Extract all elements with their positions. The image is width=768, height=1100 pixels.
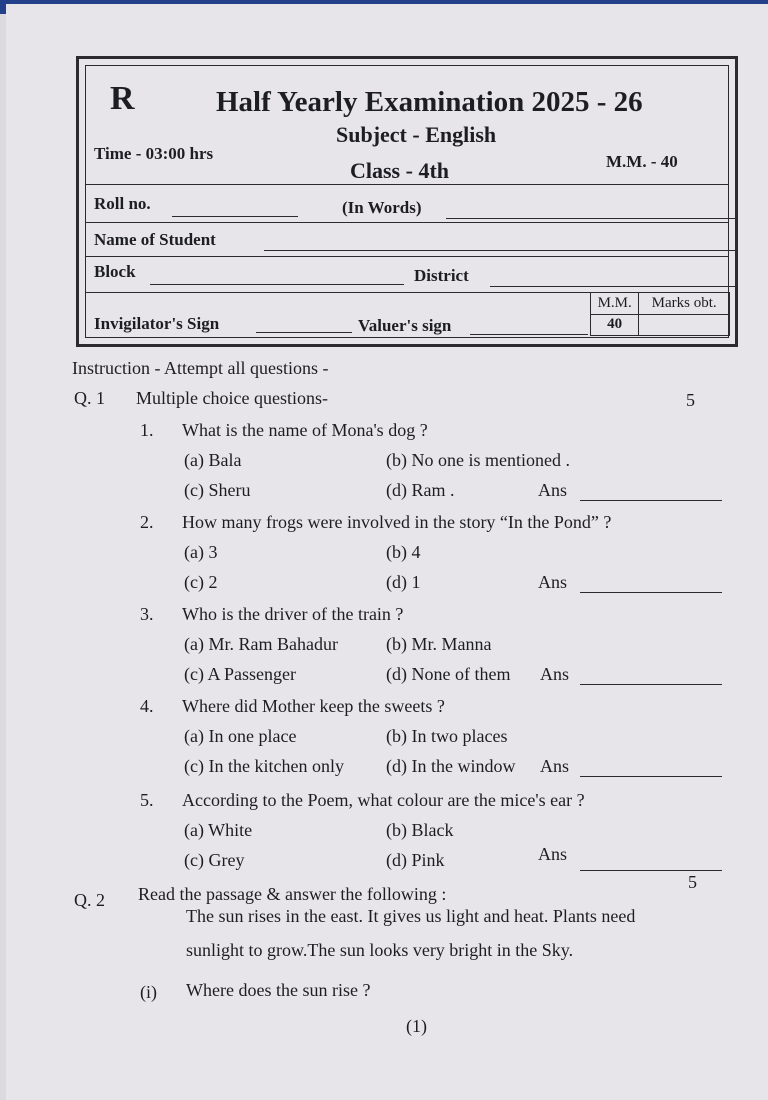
district-label: District: [414, 266, 469, 285]
header-box-inner: [85, 65, 729, 338]
answer-label: Ans: [538, 572, 568, 592]
question-number: 1.: [140, 420, 154, 440]
option-d: (d) None of them: [386, 664, 511, 684]
option-a: (a) Bala: [184, 450, 242, 470]
marks-table: [590, 292, 730, 336]
exam-title: Half Yearly Examination 2025 - 26: [216, 86, 643, 118]
option-b: (b) No one is mentioned .: [386, 450, 570, 470]
roll-no-label: Roll no.: [94, 194, 151, 213]
question-number: 4.: [140, 696, 154, 716]
option-c: (c) In the kitchen only: [184, 756, 344, 776]
question-text: How many frogs were involved in the story “In the Pond” ?: [182, 512, 612, 532]
answer-field[interactable]: [580, 500, 722, 501]
in-words-field[interactable]: [446, 218, 736, 219]
sub-question-text: Where does the sun rise ?: [186, 980, 371, 1000]
question-number: 2.: [140, 512, 154, 532]
student-name-label: Name of Student: [94, 230, 216, 249]
answer-field[interactable]: [580, 684, 722, 685]
option-a: (a) White: [184, 820, 253, 840]
max-marks-label: M.M. - 40: [606, 152, 678, 171]
valuer-sign-field[interactable]: [470, 334, 588, 335]
option-d: (d) Pink: [386, 850, 445, 870]
time-label: Time - 03:00 hrs: [94, 144, 214, 163]
q2-marks: 5: [688, 872, 697, 892]
district-field[interactable]: [490, 286, 736, 287]
valuer-sign-label: Valuer's sign: [358, 316, 452, 335]
option-d: (d) Ram .: [386, 480, 455, 500]
passage-line: sunlight to grow.The sun looks very bright in the Sky.: [186, 940, 574, 960]
marks-table-header-mm: M.M.: [591, 293, 639, 315]
invigilator-sign-field[interactable]: [256, 332, 352, 333]
option-b: (b) 4: [386, 542, 421, 562]
option-b: (b) Black: [386, 820, 454, 840]
option-d: (d) In the window: [386, 756, 516, 776]
divider: [86, 256, 728, 257]
q2-title: Read the passage & answer the following :: [138, 884, 447, 904]
subject-label: Subject - English: [336, 122, 497, 147]
roll-no-field[interactable]: [172, 216, 298, 217]
block-field[interactable]: [150, 284, 404, 285]
answer-label: Ans: [538, 844, 568, 864]
option-c: (c) 2: [184, 572, 218, 592]
marks-table-mm-value: 40: [591, 314, 639, 336]
option-a: (a) In one place: [184, 726, 297, 746]
option-c: (c) A Passenger: [184, 664, 296, 684]
answer-field[interactable]: [580, 776, 722, 777]
block-label: Block: [94, 262, 136, 281]
answer-field[interactable]: [580, 592, 722, 593]
question-text: Who is the driver of the train ?: [182, 604, 404, 624]
q1-marks: 5: [686, 390, 695, 410]
question-text: Where did Mother keep the sweets ?: [182, 696, 445, 716]
answer-label: Ans: [538, 480, 568, 500]
q2-number: Q. 2: [74, 890, 105, 910]
divider: [86, 184, 728, 185]
sub-question-number: (i): [140, 982, 157, 1002]
option-b: (b) In two places: [386, 726, 508, 746]
student-name-field[interactable]: [264, 250, 736, 251]
question-text: What is the name of Mona's dog ?: [182, 420, 428, 440]
option-c: (c) Grey: [184, 850, 245, 870]
header-box: [76, 56, 738, 347]
instruction-text: Instruction - Attempt all questions -: [72, 358, 329, 378]
set-letter: R: [110, 80, 135, 117]
option-c: (c) Sheru: [184, 480, 251, 500]
question-text: According to the Poem, what colour are the mice's ear ?: [182, 790, 585, 810]
invigilator-sign-label: Invigilator's Sign: [94, 314, 220, 333]
answer-label: Ans: [540, 756, 570, 776]
q1-number: Q. 1: [74, 388, 105, 408]
passage-line: The sun rises in the east. It gives us light and heat. Plants need: [186, 906, 636, 926]
answer-field[interactable]: [580, 870, 722, 871]
question-number: 3.: [140, 604, 154, 624]
class-label: Class - 4th: [350, 158, 450, 183]
page-number: (1): [406, 1016, 427, 1036]
question-number: 5.: [140, 790, 154, 810]
in-words-label: (In Words): [342, 198, 422, 217]
marks-table-header-obtained: Marks obt.: [639, 293, 730, 315]
option-a: (a) Mr. Ram Bahadur: [184, 634, 338, 654]
q1-title: Multiple choice questions-: [136, 388, 328, 408]
option-d: (d) 1: [386, 572, 421, 592]
option-b: (b) Mr. Manna: [386, 634, 492, 654]
answer-label: Ans: [540, 664, 570, 684]
divider: [86, 222, 728, 223]
marks-obtained-field[interactable]: [639, 314, 730, 336]
option-a: (a) 3: [184, 542, 218, 562]
